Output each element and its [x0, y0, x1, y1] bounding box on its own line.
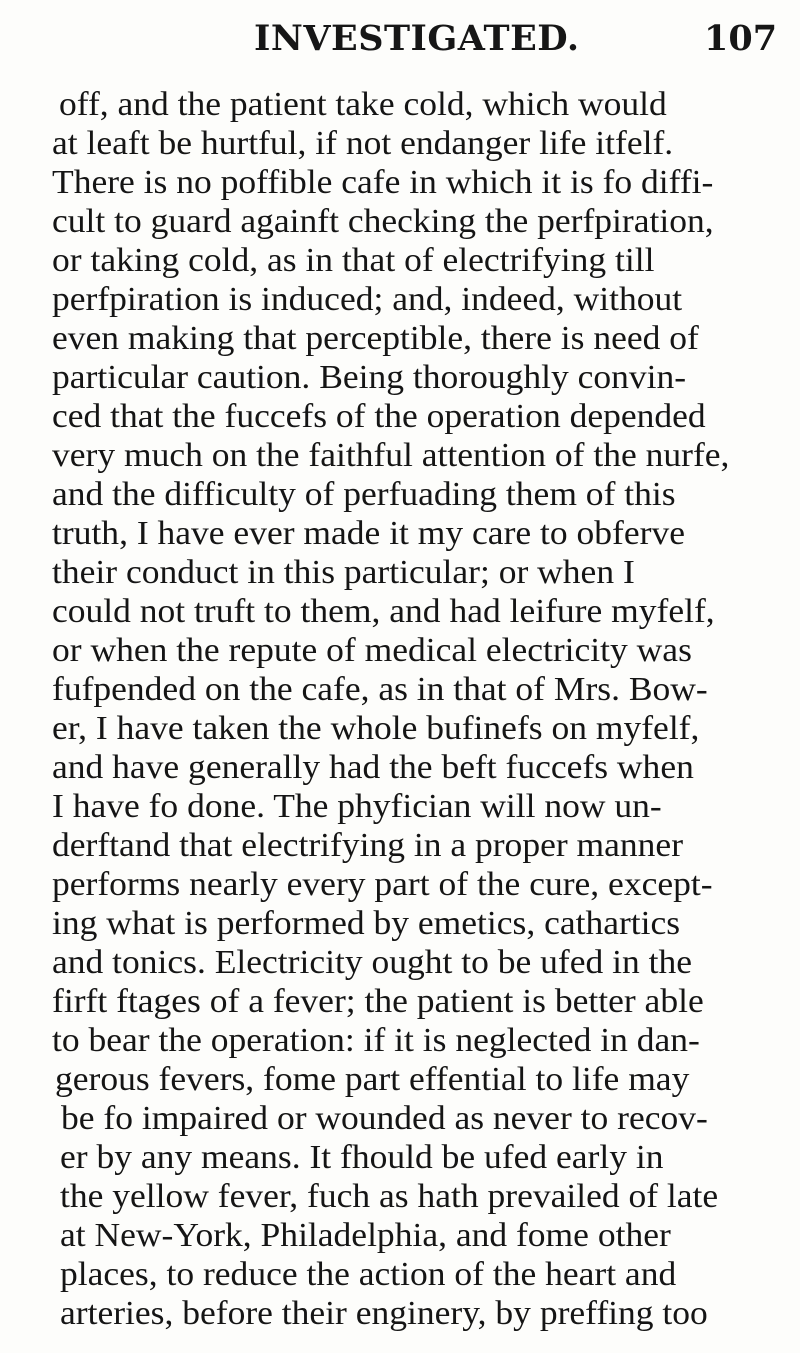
text-line: their conduct in this particular; or when I	[52, 554, 635, 591]
text-line: particular caution. Being thoroughly convin-	[52, 359, 687, 396]
text-line: ing what is performed by emetics, cathartics	[52, 905, 681, 942]
text-line: to bear the operation: if it is neglected in dan-	[52, 1022, 700, 1059]
text-line: firft ftages of a fever; the patient is better able	[52, 983, 704, 1020]
text-line: derftand that electrifying in a proper manner	[52, 827, 684, 864]
text-line: er by any means. It fhould be ufed early in	[60, 1139, 664, 1176]
page-number: 107	[704, 18, 778, 59]
text-line: performs nearly every part of the cure, except-	[52, 866, 713, 903]
text-line: the yellow fever, fuch as hath prevailed of late	[60, 1178, 719, 1215]
text-line: arteries, before their enginery, by preffing too	[60, 1295, 708, 1332]
text-line: perfpiration is induced; and, indeed, without	[52, 281, 683, 318]
text-line: even making that perceptible, there is need of	[52, 320, 699, 357]
text-line: or when the repute of medical electricity was	[52, 632, 692, 669]
text-line: er, I have taken the whole bufinefs on myfelf,	[52, 710, 700, 747]
text-line: at leaft be hurtful, if not endanger life itfelf.	[52, 125, 674, 162]
text-line: and have generally had the beft fuccefs when	[52, 749, 694, 786]
text-line: very much on the faithful attention of the nurfe,	[52, 437, 730, 474]
text-line: ced that the fuccefs of the operation depended	[52, 398, 706, 435]
text-line: gerous fevers, fome part effential to life may	[55, 1061, 690, 1098]
text-line: and tonics. Electricity ought to be ufed in the	[52, 944, 693, 981]
text-line: cult to guard againft checking the perfpiration,	[52, 203, 714, 240]
text-line: could not truft to them, and had leifure myfelf,	[52, 593, 715, 630]
text-line: truth, I have ever made it my care to obferve	[52, 515, 685, 552]
text-line: I have fo done. The phyfician will now un-	[52, 788, 662, 825]
text-line: off, and the patient take cold, which would	[59, 86, 667, 123]
running-title: INVESTIGATED.	[254, 18, 580, 59]
text-line: places, to reduce the action of the heart and	[60, 1256, 677, 1293]
text-line: There is no poffible cafe in which it is fo diffi-	[52, 164, 714, 201]
text-line: at New-York, Philadelphia, and fome other	[60, 1217, 671, 1254]
text-line: or taking cold, as in that of electrifying till	[52, 242, 655, 279]
text-line: and the difficulty of perfuading them of this	[52, 476, 676, 513]
text-line: fufpended on the cafe, as in that of Mrs. Bow-	[52, 671, 708, 708]
text-line: be fo impaired or wounded as never to recov-	[61, 1100, 708, 1137]
